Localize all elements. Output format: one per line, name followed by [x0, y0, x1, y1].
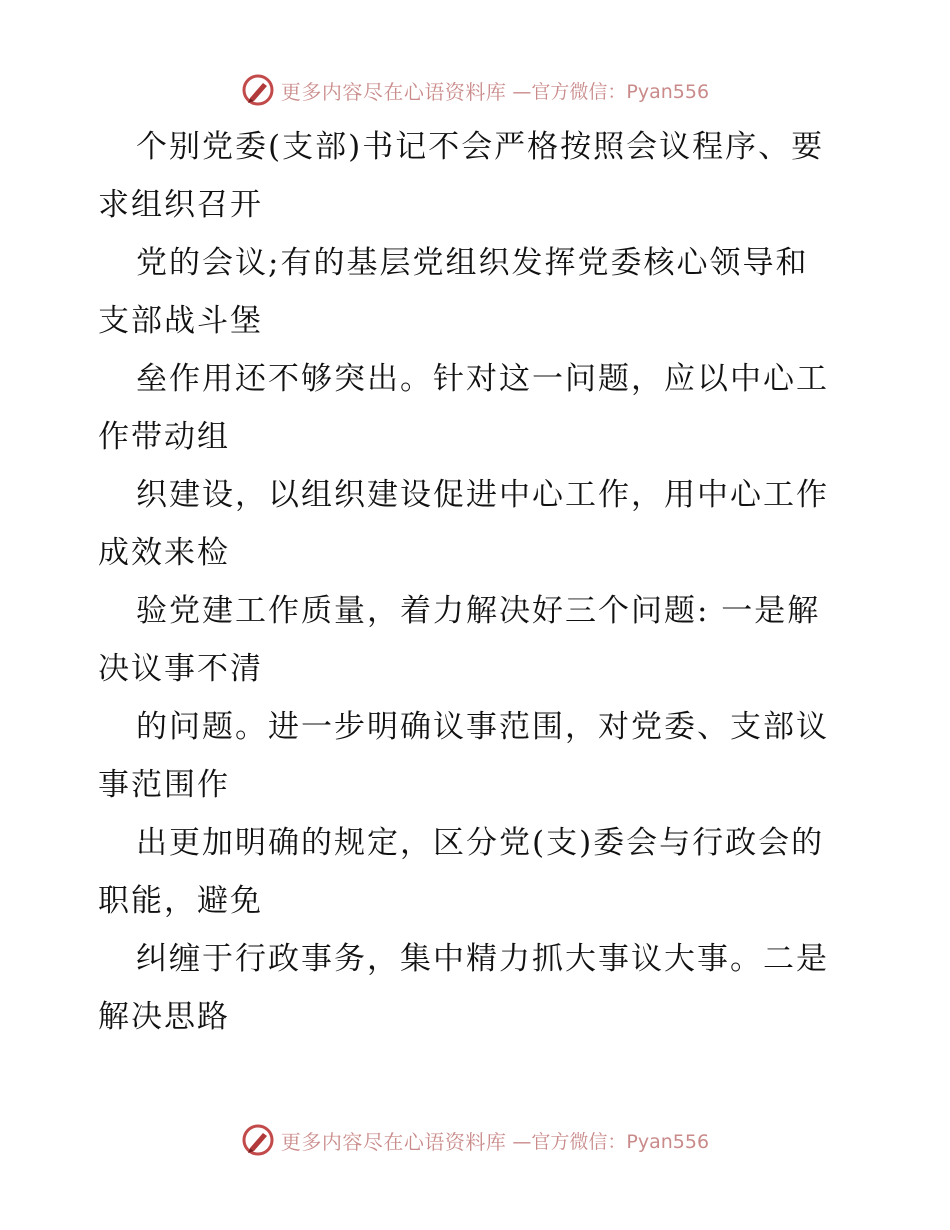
paragraph-line: 决议事不清: [98, 651, 263, 687]
paragraph-line: 支部战斗堡: [98, 303, 263, 339]
paragraph: [98, 814, 858, 930]
paragraph: [98, 466, 858, 582]
paragraph-line: 垒作用还不够突出。针对这一问题，应以中心工: [136, 361, 829, 397]
paragraph-line: 职能，避免: [98, 883, 263, 919]
document-body: [98, 118, 858, 1046]
paragraph-line: 出更加明确的规定，区分党(支)委会与行政会的: [136, 825, 825, 861]
paragraph-line: 作带动组: [98, 419, 230, 455]
paragraph-line: 纠缠于行政事务，集中精力抓大事议大事。二是: [136, 941, 829, 977]
pen-circle-logo-icon: [241, 1123, 275, 1157]
pen-circle-logo-icon: [241, 73, 275, 107]
paragraph-line: 事范围作: [98, 767, 230, 803]
footer-banner: [0, 1120, 950, 1160]
paragraph: [98, 350, 858, 466]
footer-contact-text: —官方微信：Pyan556: [512, 1130, 710, 1153]
header-contact-text: —官方微信：Pyan556: [512, 80, 710, 103]
footer-brand-text: 更多内容尽在心语资料库: [280, 1129, 507, 1154]
paragraph-line: 求组织召开: [98, 187, 263, 223]
paragraph-line: 党的会议;有的基层党组织发挥党委核心领导和: [136, 245, 809, 281]
header-banner: [0, 70, 950, 110]
paragraph-line: 成效来检: [98, 535, 230, 571]
paragraph-line: 解决思路: [98, 999, 230, 1035]
paragraph: [98, 234, 858, 350]
paragraph-line: 验党建工作质量，着力解决好三个问题: 一是解: [136, 593, 821, 629]
paragraph: [98, 930, 858, 1046]
header-brand-text: 更多内容尽在心语资料库: [280, 79, 507, 104]
paragraph: [98, 582, 858, 698]
paragraph: [98, 118, 858, 234]
paragraph-line: 个别党委(支部)书记不会严格按照会议程序、要: [136, 129, 825, 165]
paragraph-line: 织建设，以组织建设促进中心工作，用中心工作: [136, 477, 829, 513]
paragraph: [98, 698, 858, 814]
paragraph-line: 的问题。进一步明确议事范围，对党委、支部议: [136, 709, 829, 745]
